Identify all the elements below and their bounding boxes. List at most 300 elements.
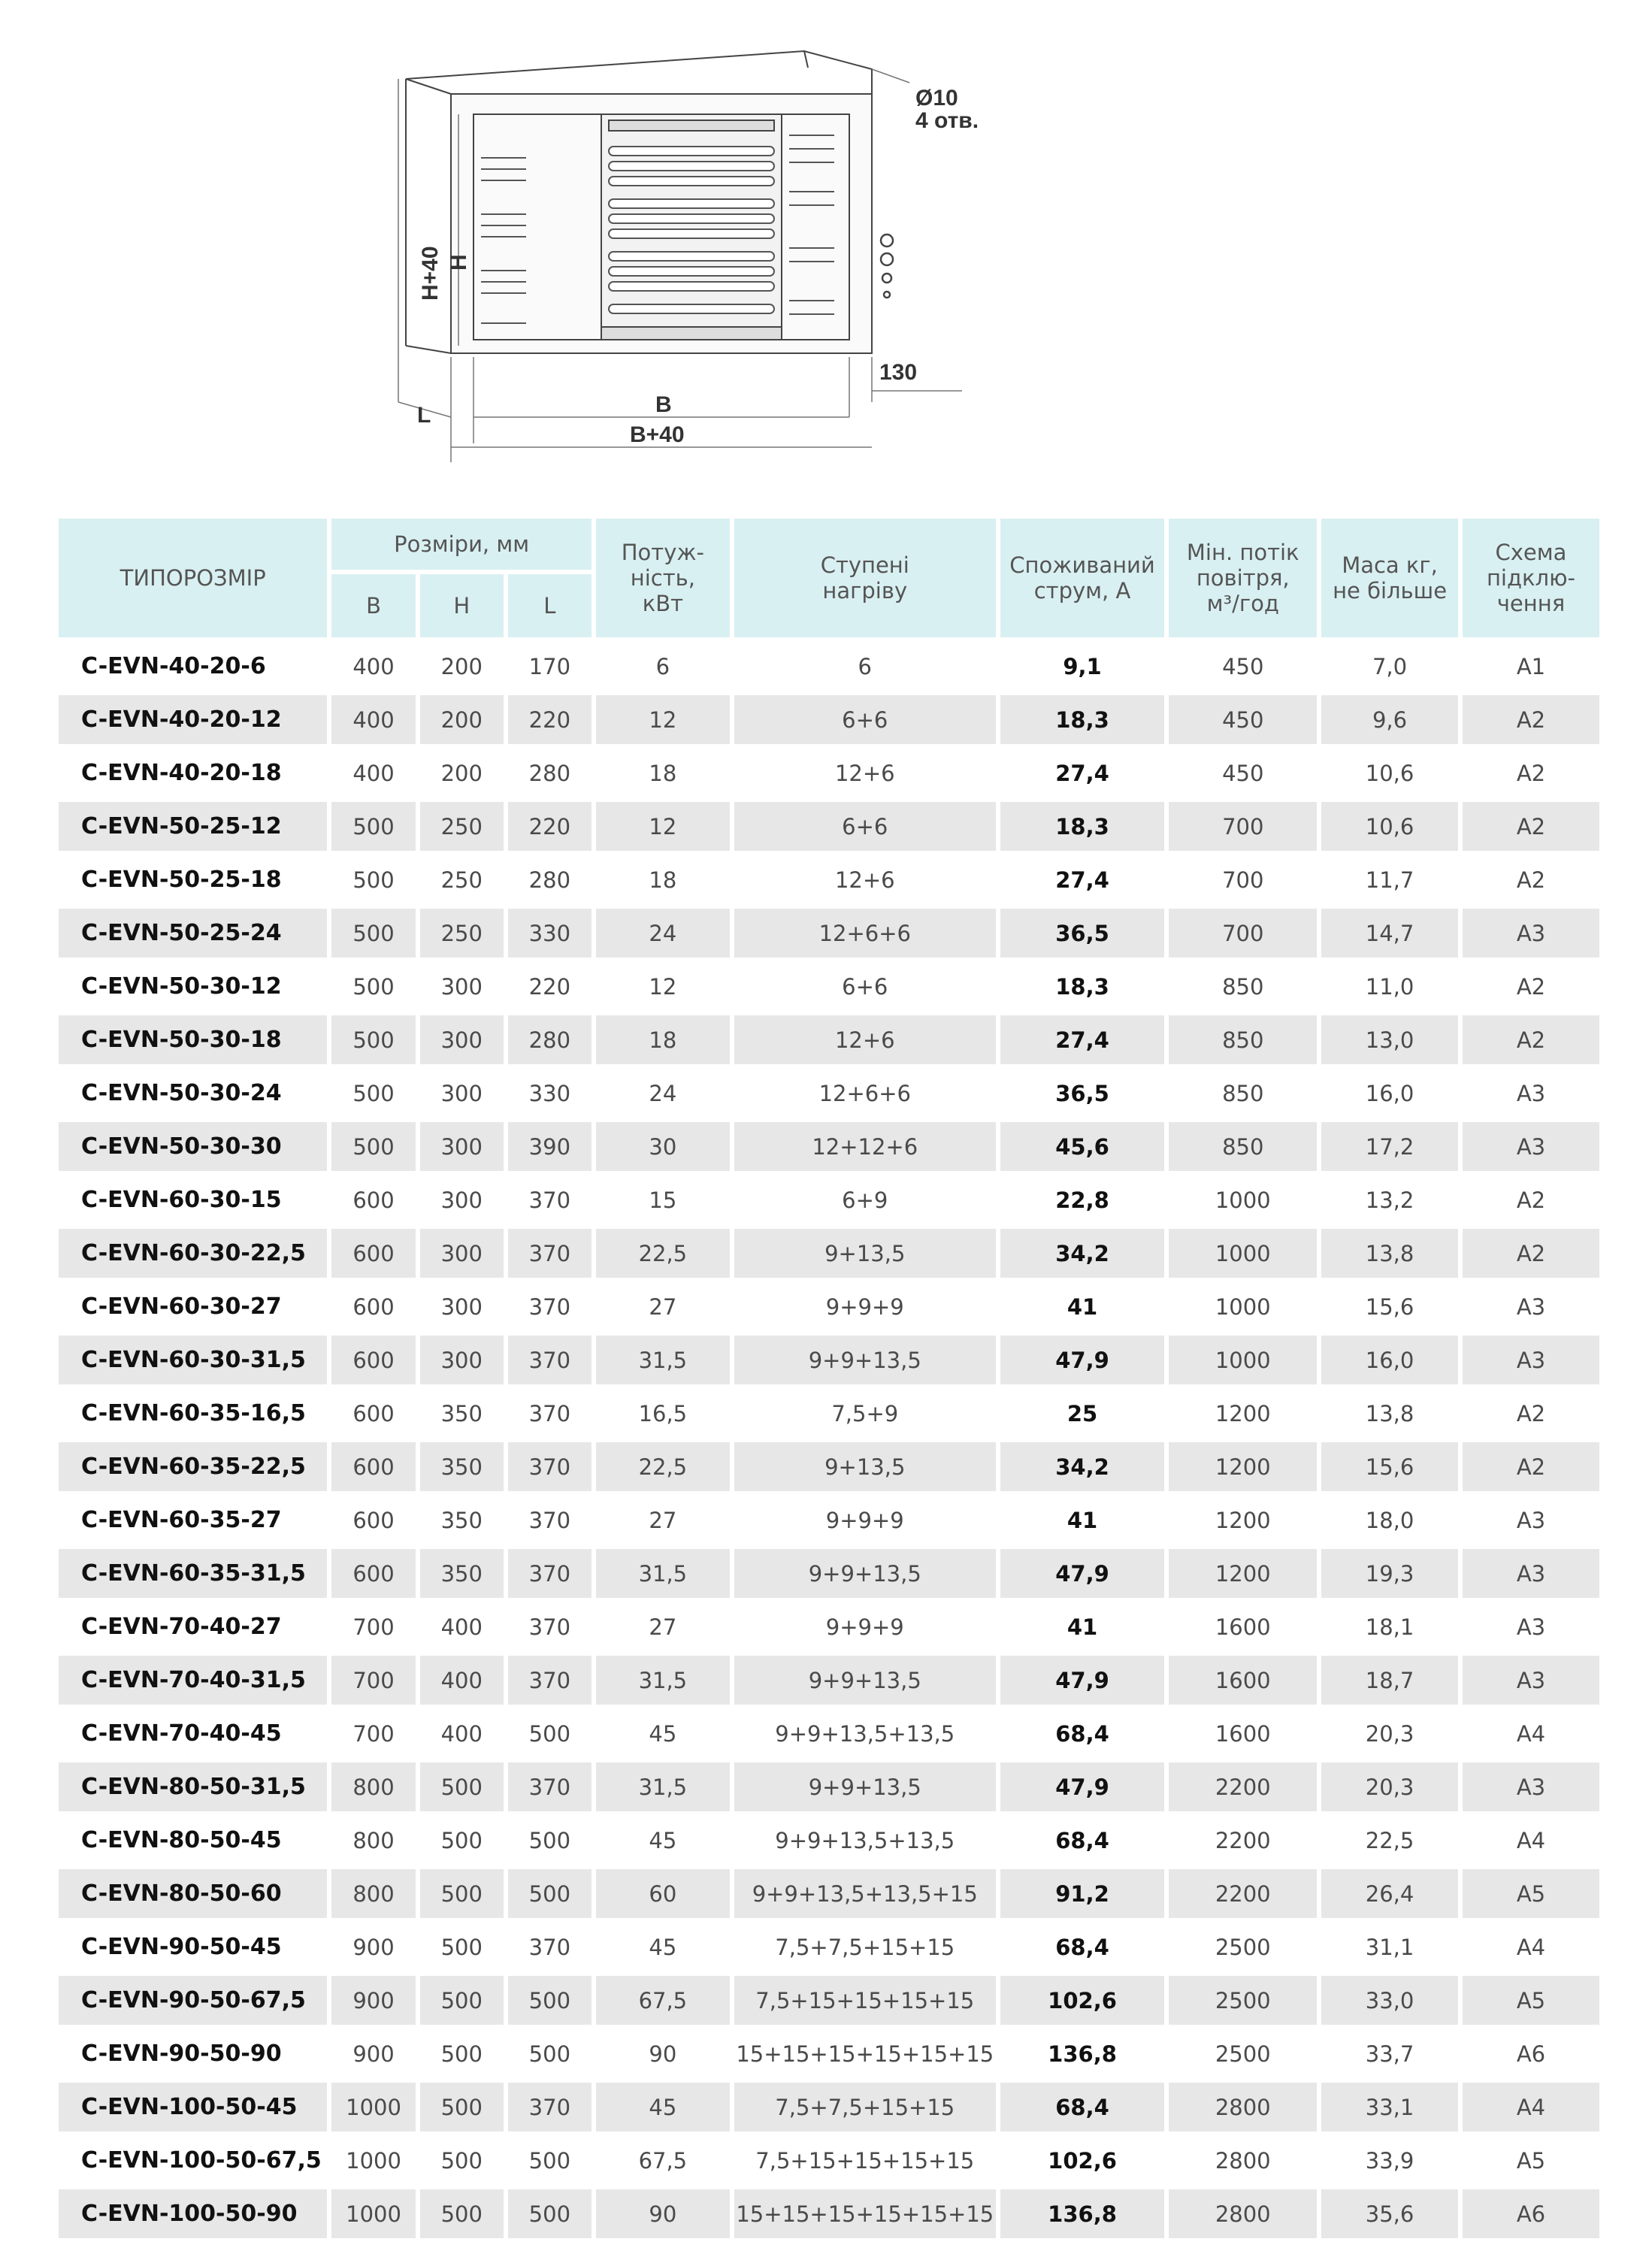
cell-model: C-EVN-90-50-45 (81, 1934, 282, 1960)
cell-scheme: A2 (1516, 1187, 1546, 1213)
cell-h: 200 (440, 653, 483, 679)
cell-power: 18 (649, 867, 677, 893)
cell-stages: 7,5+9 (831, 1400, 899, 1426)
cell-b: 500 (331, 1015, 415, 1064)
cell-current: 68,4 (1055, 1827, 1109, 1853)
table-row (59, 1015, 1599, 1064)
cell-current: 41 (1067, 1293, 1098, 1320)
cell-b: 600 (331, 1229, 415, 1278)
cell-current: 45,6 (1000, 1122, 1165, 1171)
table-row (59, 1923, 1599, 1971)
cell-l: 330 (528, 1080, 571, 1106)
cell-airflow: 1000 (1215, 1293, 1271, 1320)
table-row (59, 2029, 1599, 2078)
cell-scheme: A2 (1463, 1229, 1599, 1278)
cell-scheme: A2 (1516, 760, 1546, 786)
cell-current: 25 (1067, 1400, 1098, 1426)
cell-airflow: 1200 (1215, 1400, 1271, 1426)
cell-b: 400 (352, 760, 395, 786)
cell-b: 700 (352, 1720, 395, 1747)
cell-power: 12 (596, 695, 730, 744)
cell-airflow: 2800 (1169, 2083, 1317, 2131)
cell-model: C-EVN-70-40-27 (81, 1614, 282, 1640)
cell-l: 500 (508, 1976, 592, 2025)
cell-h: 500 (420, 1869, 504, 1918)
cell-stages: 9+9+13,5+13,5 (775, 1720, 955, 1747)
cell-power: 27 (649, 1507, 677, 1533)
cell-power: 22,5 (596, 1442, 730, 1491)
cell-model: C-EVN-60-30-22,5 (59, 1229, 327, 1278)
cell-power: 22,5 (596, 1229, 730, 1278)
cell-h: 300 (440, 973, 483, 1000)
cell-l: 370 (508, 2083, 592, 2131)
cell-airflow: 2200 (1169, 1762, 1317, 1811)
cell-b: 600 (352, 1507, 395, 1533)
cell-l: 500 (528, 1720, 571, 1747)
cell-model: C-EVN-40-20-6 (81, 653, 266, 679)
cell-current: 47,9 (1000, 1656, 1165, 1705)
cell-h: 500 (440, 2147, 483, 2174)
cell-airflow: 850 (1222, 1080, 1264, 1106)
cell-scheme: A5 (1463, 1976, 1599, 2025)
cell-current: 18,3 (1000, 695, 1165, 744)
header-power: Потуж- ність, кВт (596, 519, 730, 637)
cell-scheme: A4 (1516, 1827, 1546, 1853)
cell-scheme: A3 (1463, 1336, 1599, 1384)
cell-airflow: 1000 (1169, 1336, 1317, 1384)
table-row (59, 1816, 1599, 1865)
cell-power: 45 (649, 1720, 677, 1747)
cell-scheme: A3 (1516, 1507, 1546, 1533)
cell-current: 91,2 (1000, 1869, 1165, 1918)
header-model: ТИПОРОЗМІР (59, 519, 327, 637)
cell-model: C-EVN-100-50-67,5 (81, 2147, 322, 2174)
cell-mass: 15,6 (1365, 1293, 1414, 1320)
cell-mass: 10,6 (1365, 760, 1414, 786)
cell-stages: 12+6+6 (734, 909, 996, 958)
cell-h: 500 (420, 1762, 504, 1811)
cell-scheme: A5 (1516, 2147, 1546, 2174)
cell-stages: 9+9+13,5 (734, 1656, 996, 1705)
cell-power: 6 (655, 653, 670, 679)
cell-l: 500 (528, 2147, 571, 2174)
cell-stages: 6 (858, 653, 872, 679)
table-row (59, 1229, 1599, 1278)
cell-airflow: 700 (1169, 909, 1317, 958)
table-row (59, 642, 1599, 691)
cell-airflow: 1200 (1169, 1549, 1317, 1598)
table-row (59, 2083, 1599, 2131)
cell-scheme: A2 (1516, 867, 1546, 893)
cell-current: 102,6 (1000, 1976, 1165, 2025)
table-row (59, 962, 1599, 1011)
cell-b: 900 (352, 2041, 395, 2067)
cell-h: 500 (440, 1827, 483, 1853)
cell-current: 47,9 (1000, 1762, 1165, 1811)
cell-scheme: A4 (1516, 1934, 1546, 1960)
cell-current: 41 (1067, 1614, 1098, 1640)
cell-model: C-EVN-80-50-45 (81, 1827, 282, 1853)
cell-model: C-EVN-50-25-24 (59, 909, 327, 958)
cell-h: 300 (420, 1229, 504, 1278)
label-l: L (417, 403, 431, 428)
cell-mass: 33,9 (1365, 2147, 1414, 2174)
header-current: Споживаний струм, А (1000, 519, 1165, 637)
cell-b: 600 (352, 1293, 395, 1320)
cell-model: C-EVN-60-30-15 (81, 1187, 282, 1213)
cell-mass: 20,3 (1321, 1762, 1458, 1811)
cell-model: C-EVN-60-30-27 (81, 1293, 282, 1320)
table-row (59, 2189, 1599, 2238)
cell-model: C-EVN-70-40-31,5 (59, 1656, 327, 1705)
cell-h: 300 (440, 1187, 483, 1213)
cell-stages: 6+9 (842, 1187, 888, 1213)
cell-current: 27,4 (1000, 1015, 1165, 1064)
cell-scheme: A5 (1463, 1869, 1599, 1918)
cell-b: 900 (352, 1934, 395, 1960)
cell-scheme: A2 (1463, 802, 1599, 851)
cell-model: C-EVN-40-20-12 (59, 695, 327, 744)
table-row (59, 1389, 1599, 1438)
cell-mass: 26,4 (1321, 1869, 1458, 1918)
cell-current: 18,3 (1055, 973, 1109, 1000)
header-stages: Ступені нагріву (734, 519, 996, 637)
cell-h: 250 (420, 909, 504, 958)
cell-b: 600 (331, 1442, 415, 1491)
cell-scheme: A3 (1463, 1122, 1599, 1171)
header-mass: Маса кг, не більше (1321, 519, 1458, 637)
cell-scheme: A4 (1516, 1720, 1546, 1747)
table-row (59, 1496, 1599, 1544)
label-b: B (655, 392, 672, 417)
cell-stages: 7,5+7,5+15+15 (734, 2083, 996, 2131)
cell-h: 400 (440, 1720, 483, 1747)
cell-mass: 20,3 (1365, 1720, 1414, 1747)
cell-h: 350 (440, 1507, 483, 1533)
table-row (59, 1069, 1599, 1118)
cell-model: C-EVN-60-35-27 (81, 1507, 282, 1533)
cell-scheme: A3 (1463, 1762, 1599, 1811)
cell-l: 370 (528, 1293, 571, 1320)
cell-airflow: 450 (1222, 760, 1264, 786)
cell-h: 350 (420, 1442, 504, 1491)
label-holes-count: 4 отв. (915, 108, 979, 133)
cell-l: 370 (508, 1762, 592, 1811)
spec-table (54, 514, 1604, 2243)
cell-stages: 6+6 (734, 695, 996, 744)
cell-h: 300 (420, 1122, 504, 1171)
table-row (59, 1442, 1599, 1491)
cell-current: 9,1 (1063, 653, 1102, 679)
cell-stages: 7,5+15+15+15+15 (755, 2147, 975, 2174)
cell-model: C-EVN-50-25-12 (59, 802, 327, 851)
cell-h: 500 (440, 1934, 483, 1960)
cell-b: 800 (331, 1762, 415, 1811)
cell-l: 280 (528, 760, 571, 786)
cell-airflow: 2200 (1215, 1827, 1271, 1853)
cell-stages: 9+13,5 (734, 1229, 996, 1278)
cell-power: 90 (596, 2189, 730, 2238)
cell-power: 60 (596, 1869, 730, 1918)
cell-mass: 13,8 (1321, 1229, 1458, 1278)
cell-scheme: A2 (1463, 695, 1599, 744)
header-scheme: Схема підклю- чення (1463, 519, 1599, 637)
header-l: L (508, 574, 592, 637)
cell-b: 700 (352, 1614, 395, 1640)
cell-b: 900 (331, 1976, 415, 2025)
cell-airflow: 2500 (1215, 1934, 1271, 1960)
cell-airflow: 2500 (1169, 1976, 1317, 2025)
cell-stages: 6+6 (842, 973, 888, 1000)
cell-airflow: 700 (1169, 802, 1317, 851)
cell-stages: 7,5+7,5+15+15 (775, 1934, 955, 1960)
cell-b: 400 (352, 653, 395, 679)
cell-stages: 9+9+9 (825, 1507, 904, 1533)
cell-b: 600 (352, 1400, 395, 1426)
cell-b: 500 (352, 1080, 395, 1106)
cell-b: 400 (331, 695, 415, 744)
cell-scheme: A3 (1463, 909, 1599, 958)
cell-model: C-EVN-60-30-31,5 (59, 1336, 327, 1384)
table-row (59, 909, 1599, 958)
cell-power: 27 (649, 1614, 677, 1640)
cell-mass: 33,0 (1321, 1976, 1458, 2025)
cell-mass: 9,6 (1321, 695, 1458, 744)
cell-airflow: 450 (1222, 653, 1264, 679)
header-airflow: Мін. потік повітря, м³/год (1169, 519, 1317, 637)
cell-scheme: A6 (1516, 2041, 1546, 2067)
cell-l: 330 (508, 909, 592, 958)
cell-power: 31,5 (596, 1549, 730, 1598)
cell-l: 500 (528, 1827, 571, 1853)
cell-b: 500 (352, 973, 395, 1000)
label-h40: H+40 (418, 246, 443, 301)
cell-mass: 16,0 (1321, 1336, 1458, 1384)
cell-model: C-EVN-50-25-18 (81, 867, 282, 893)
cell-power: 24 (596, 909, 730, 958)
cell-b: 800 (352, 1827, 395, 1853)
cell-scheme: A3 (1516, 1080, 1546, 1106)
cell-airflow: 1600 (1169, 1656, 1317, 1705)
cell-power: 45 (649, 1934, 677, 1960)
cell-current: 41 (1067, 1507, 1098, 1533)
cell-current: 27,4 (1055, 867, 1109, 893)
cell-l: 370 (528, 1507, 571, 1533)
cell-mass: 18,7 (1321, 1656, 1458, 1705)
cell-scheme: A3 (1463, 1656, 1599, 1705)
cell-airflow: 450 (1169, 695, 1317, 744)
cell-b: 600 (352, 1187, 395, 1213)
cell-h: 300 (420, 1336, 504, 1384)
cell-stages: 9+13,5 (734, 1442, 996, 1491)
cell-airflow: 850 (1169, 1015, 1317, 1064)
cell-l: 170 (528, 653, 571, 679)
cell-mass: 33,7 (1365, 2041, 1414, 2067)
cell-stages: 9+9+9 (825, 1614, 904, 1640)
cell-mass: 13,0 (1321, 1015, 1458, 1064)
cell-stages: 9+9+13,5 (734, 1336, 996, 1384)
cell-scheme: A3 (1463, 1549, 1599, 1598)
cell-current: 47,9 (1000, 1336, 1165, 1384)
cell-model: C-EVN-90-50-67,5 (59, 1976, 327, 2025)
cell-scheme: A2 (1516, 973, 1546, 1000)
cell-current: 36,5 (1000, 909, 1165, 958)
cell-power: 31,5 (596, 1762, 730, 1811)
cell-b: 600 (331, 1336, 415, 1384)
cell-power: 12 (596, 802, 730, 851)
cell-mass: 33,1 (1321, 2083, 1458, 2131)
cell-h: 250 (420, 802, 504, 851)
cell-model: C-EVN-50-30-24 (81, 1080, 282, 1106)
cell-h: 350 (440, 1400, 483, 1426)
cell-mass: 31,1 (1365, 1934, 1414, 1960)
cell-l: 370 (508, 1549, 592, 1598)
cell-scheme: A1 (1516, 653, 1546, 679)
cell-model: C-EVN-80-50-31,5 (59, 1762, 327, 1811)
cell-mass: 13,8 (1365, 1400, 1414, 1426)
cell-stages: 9+9+13,5 (734, 1762, 996, 1811)
cell-l: 370 (528, 1934, 571, 1960)
cell-stages: 12+6+6 (818, 1080, 911, 1106)
cell-b: 1000 (331, 2083, 415, 2131)
table-row (59, 1869, 1599, 1918)
cell-l: 370 (528, 1614, 571, 1640)
cell-stages: 12+6 (834, 760, 895, 786)
cell-h: 300 (440, 1080, 483, 1106)
table-header (59, 519, 1599, 637)
cell-l: 500 (528, 2041, 571, 2067)
table-row (59, 1656, 1599, 1705)
cell-b: 600 (331, 1549, 415, 1598)
cell-h: 500 (420, 2083, 504, 2131)
cell-l: 370 (508, 1656, 592, 1705)
cell-airflow: 2200 (1169, 1869, 1317, 1918)
cell-power: 27 (649, 1293, 677, 1320)
table-row (59, 2136, 1599, 2185)
cell-airflow: 850 (1169, 1122, 1317, 1171)
cell-current: 22,8 (1055, 1187, 1109, 1213)
cell-current: 136,8 (1000, 2189, 1165, 2238)
cell-current: 102,6 (1048, 2147, 1117, 2174)
cell-b: 500 (331, 909, 415, 958)
cell-model: C-EVN-60-35-22,5 (59, 1442, 327, 1491)
cell-h: 500 (420, 1976, 504, 2025)
cell-b: 500 (352, 867, 395, 893)
cell-h: 300 (440, 1293, 483, 1320)
cell-b: 800 (331, 1869, 415, 1918)
cell-mass: 35,6 (1321, 2189, 1458, 2238)
label-h: H (446, 254, 471, 271)
cell-power: 18 (649, 760, 677, 786)
cell-stages: 6+6 (734, 802, 996, 851)
cell-h: 200 (440, 760, 483, 786)
cell-stages: 7,5+15+15+15+15 (734, 1976, 996, 2025)
cell-mass: 11,0 (1365, 973, 1414, 1000)
cell-h: 500 (440, 2041, 483, 2067)
cell-stages: 15+15+15+15+15+15 (734, 2189, 996, 2238)
cell-power: 67,5 (638, 2147, 688, 2174)
cell-power: 67,5 (596, 1976, 730, 2025)
label-hole-diameter: Ø10 (915, 86, 958, 110)
cell-current: 18,3 (1000, 802, 1165, 851)
cell-power: 18 (596, 1015, 730, 1064)
cell-model: C-EVN-70-40-45 (81, 1720, 282, 1747)
cell-l: 220 (528, 973, 571, 1000)
table-row (59, 1122, 1599, 1171)
cell-stages: 15+15+15+15+15+15 (736, 2041, 994, 2067)
table-row (59, 1976, 1599, 2025)
cell-mass: 19,3 (1321, 1549, 1458, 1598)
cell-power: 45 (596, 2083, 730, 2131)
cell-airflow: 2800 (1169, 2189, 1317, 2238)
table-row (59, 802, 1599, 851)
cell-stages: 12+6 (734, 1015, 996, 1064)
cell-mass: 18,0 (1365, 1507, 1414, 1533)
cell-stages: 9+9+13,5+13,5 (775, 1827, 955, 1853)
table-row (59, 1709, 1599, 1758)
cell-model: C-EVN-100-50-45 (59, 2083, 327, 2131)
cell-h: 350 (420, 1549, 504, 1598)
cell-power: 12 (649, 973, 677, 1000)
cell-current: 68,4 (1055, 1720, 1109, 1747)
cell-power: 31,5 (596, 1656, 730, 1705)
cell-b: 1000 (346, 2147, 401, 2174)
cell-stages: 12+6 (834, 867, 895, 893)
table-row (59, 1282, 1599, 1331)
cell-stages: 9+9+13,5+13,5+15 (734, 1869, 996, 1918)
cell-power: 45 (649, 1827, 677, 1853)
heater-dimension-drawing (376, 23, 992, 489)
cell-airflow: 1200 (1169, 1442, 1317, 1491)
cell-airflow: 1600 (1215, 1614, 1271, 1640)
cell-l: 370 (528, 1187, 571, 1213)
cell-h: 400 (420, 1656, 504, 1705)
cell-l: 370 (508, 1336, 592, 1384)
cell-h: 250 (440, 867, 483, 893)
cell-model: C-EVN-50-30-30 (59, 1122, 327, 1171)
cell-current: 68,4 (1000, 2083, 1165, 2131)
cell-b: 500 (331, 802, 415, 851)
table-row (59, 1602, 1599, 1651)
cell-mass: 18,1 (1365, 1614, 1414, 1640)
cell-scheme: A2 (1516, 1400, 1546, 1426)
cell-mass: 10,6 (1321, 802, 1458, 851)
header-b: B (331, 574, 415, 637)
cell-l: 280 (528, 867, 571, 893)
cell-airflow: 2500 (1215, 2041, 1271, 2067)
cell-current: 68,4 (1055, 1934, 1109, 1960)
cell-airflow: 850 (1222, 973, 1264, 1000)
cell-current: 34,2 (1000, 1229, 1165, 1278)
cell-airflow: 700 (1222, 867, 1264, 893)
cell-mass: 13,2 (1365, 1187, 1414, 1213)
cell-mass: 16,0 (1365, 1080, 1414, 1106)
cell-h: 500 (420, 2189, 504, 2238)
cell-b: 700 (331, 1656, 415, 1705)
table-row (59, 749, 1599, 797)
cell-model: C-EVN-90-50-90 (81, 2041, 282, 2067)
cell-mass: 22,5 (1365, 1827, 1414, 1853)
table-row (59, 1762, 1599, 1811)
cell-l: 390 (508, 1122, 592, 1171)
cell-airflow: 1000 (1215, 1187, 1271, 1213)
cell-airflow: 1200 (1215, 1507, 1271, 1533)
table-row (59, 695, 1599, 744)
cell-power: 15 (649, 1187, 677, 1213)
label-b40: B+40 (630, 422, 685, 447)
cell-h: 200 (420, 695, 504, 744)
cell-l: 370 (528, 1400, 571, 1426)
